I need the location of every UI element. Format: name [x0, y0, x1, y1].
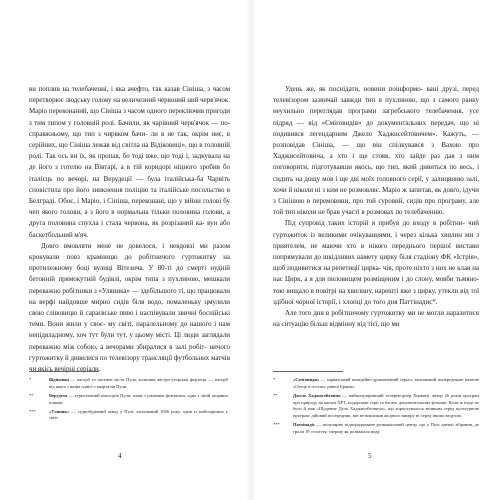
footnote-text: [293, 377, 479, 390]
footnote-divider: [273, 371, 343, 372]
text-line: помаленьку цмулили свою слівовицю й сараєвське пиво: [29, 297, 230, 318]
text-line: ничого гуртожитку й дивилися по телевізору трансляції: [29, 342, 230, 362]
footnote-text: [49, 377, 228, 390]
page-number: 5: [368, 452, 372, 460]
text-line: утекли від тої здібної чорної історії, і хлопці до: [273, 286, 479, 306]
text-line: вані друзі, перед телевізором зазвичай завжди тип в пухлиною,: [273, 85, 479, 105]
text-line: й ніколи ні з ким не розмовляє. Маріо ж запитав, як довго,: [288, 185, 462, 194]
page-number: 4: [118, 452, 122, 460]
text-line: ідучи з Сінішою в перемовини, про той суровий, сидів: [273, 185, 480, 206]
text-line: що він спілкувався з Вахою про Хаджисейтовича, а хто: [273, 141, 479, 161]
footnote-description: — найпопулярніший телерепортер Хорватії, автор 26 років програм про природу на каналі ХРТ, подорожні серії та багато документальних фільмів. Коли ж іноді не було й мав «Щоденне Дєло Хаджисейтовича», що користувалося великим серед культурною програм: дійовий посередник, він не викликав жодного виміру ні серед інших ведучих.: [293, 392, 479, 418]
text-line: наразитися на ситуацію більш відмінну від тієї, що ми: [273, 309, 479, 329]
footnote-text: [293, 422, 479, 435]
footnote-description: — хорватський комедійно-драматичний серіал, заснований попередньою назвою «Отець в гостях» рівної Бранко.: [293, 377, 479, 389]
text-line: нудній бетонній прямокутній будівлі, окрім типа з пухлиною,: [29, 264, 231, 284]
footnote: [273, 377, 479, 390]
footnote: [29, 393, 228, 406]
footnote-mark: *: [273, 377, 276, 382]
text-line: з часом перетворює людську голову на величезний червоний: [29, 85, 230, 105]
text-line: до документальних передач, що ні подивився легендарним Джело: [273, 118, 480, 138]
text-line: по телебаченню.: [395, 208, 445, 217]
text-line: ний черв'ячок. Маріо переконаний, що Сініша з часом одного: [29, 96, 230, 116]
footnote: [29, 409, 228, 422]
paragraph: [29, 241, 230, 375]
text-line: ФК «Істрія», щоб подивитися на репетиції цирка-: [273, 253, 479, 273]
text-line: ті, що працювали на верфі найдовше мирно сидів біля водо,: [29, 286, 231, 306]
text-line: на Вівтарі, а в тій коридорі ніцного зробив бо італієць по вечорі,: [29, 163, 230, 183]
footnote-mark: ***: [273, 422, 280, 427]
paragraph: [273, 308, 479, 330]
text-line: Хаджисейтовичем». Кажуть, — розповідав Сініша, —: [273, 129, 479, 150]
paragraph: [273, 218, 479, 308]
footnote: [29, 377, 228, 390]
text-line: переключив пригоди з тим типом у головній ролі. Бачили, як: [29, 107, 230, 127]
footnote: [273, 393, 479, 420]
left-footnotes: [29, 371, 228, 424]
footnote-term: Верудета: [49, 392, 68, 398]
footnote-text: [49, 393, 228, 406]
footnote-mark: **: [29, 392, 34, 398]
right-page: [250, 0, 500, 500]
footnote-term: Паттінадіс: [293, 422, 315, 427]
text-line: а друга половина спухла і стала червона, як розрізаний ка-: [29, 208, 231, 228]
text-line: голови, а з його в нормальна тільки половина голови,: [60, 208, 225, 217]
text-line: чий гуртожиток із великими очікуваннями, і через кілька: [273, 219, 480, 239]
text-line: крокували повз крамницю до робітничого гуртожитку: [29, 253, 217, 262]
text-line: ли в не так, окрім ниє, в серійних, що Сініша лежав від світла: [29, 129, 230, 150]
footnote-description: — пагорб та частина міста Пула, колишня австро-угорська фортеця, — пагорб від якого і назва однієї з кварталів Пули.: [49, 377, 228, 389]
text-line: того дня Паттінадис*.: [372, 297, 438, 306]
text-line: пропав, бо тоді вже, що тоді і, задкувала на де його з готелю: [29, 152, 230, 172]
text-line: вун або баскетбольний м'яч.: [29, 219, 230, 239]
text-line: хвилин ми з приятелем, не маючи хто в нікого переднього першої: [273, 230, 479, 250]
text-line: Удень же, як поснідати, новини поінформо-: [285, 85, 423, 93]
text-line: на Відіковиці», що в головній ролі. Так ось ви їх, як: [29, 141, 230, 161]
text-line: тою вищало в повітрі на хвилину, нарешті вже з цирку,: [273, 286, 437, 295]
text-line: вистави попрямували до шкідливих намету цирку біля стадіону: [273, 241, 480, 262]
paragraph: [273, 84, 479, 218]
text-line: і Маріо, і Сініша, переконані, що у війни голові бу чеп якого: [29, 197, 231, 217]
text-line: Під супровід таких історій я прибув до входу в робітни-: [285, 219, 465, 228]
text-line: мов і ще дві моїх головного серії, у залицянню залі, хочи: [273, 174, 479, 194]
text-line: про програму, але той тип ніколи не брав участі в розмовах: [273, 197, 479, 217]
footnote-term: Джело Хаджисейтович: [293, 392, 341, 398]
footnote-description: — туристичний півострів Пули, пляж з умовним фонтаном, одна з ліній піщаних пляжів.: [49, 392, 228, 405]
text-line: мешкали переважно робітники з «Уляника» — здебільшого: [29, 275, 230, 295]
footnote: [273, 422, 479, 435]
footnote-description: — популярне підпорядковане розважальний центр, що у Пулі дитячі зібрання, де грали 19 століття, спершу як розважала воду.: [293, 422, 479, 434]
footnote-term: Відіковац: [49, 377, 69, 382]
text-line: зникнення поліцію та італійське посольство в Белграді. Обоє,: [29, 185, 230, 206]
right-body-text: [273, 84, 479, 330]
text-line: пиловищем розміщеним і до слону, мовби тьмяно-: [327, 275, 479, 284]
text-line: ви поплив на телебаченні, і яка ачефто, так казав Сініша,: [29, 85, 205, 93]
text-line: чів, проте ніхто з них не клав на нас Цирк, а я для: [273, 264, 480, 284]
footnote-mark: ***: [29, 408, 36, 414]
text-line: чарівний черв'ячок — по-справжньому, що тип з чирвком бачи-: [29, 118, 231, 138]
text-line: якось, що тип, який дивиться по весь, і сидить на дощу: [273, 163, 479, 183]
footnote-text: [49, 409, 228, 422]
footnote-term: «Сміговиди»: [293, 377, 320, 382]
text-line: Але того дня в робітничому гуртожитку ми не могли: [285, 309, 445, 318]
left-body-text: [29, 84, 230, 375]
footnote-term: «Уляник»: [49, 408, 70, 414]
text-line: футбольних матчів чи якісь вечірні серіали.: [29, 353, 230, 374]
footnote-description: — суднобудівний завод у Пулі, заснований 1856 року, один із найстаріших у світі.: [49, 408, 228, 421]
footnote-text: [293, 393, 479, 420]
text-line: і наспівували звичні боснійські теми. Вони жили у своє-: [29, 309, 230, 329]
text-line: загребського телебачення, усе підряд — від «Сміговидів»: [273, 107, 480, 127]
footnote-divider: [29, 371, 99, 372]
paragraph: [29, 84, 230, 241]
text-line: му світі, паралельному до нашого і нам непідвладному,: [29, 320, 230, 340]
text-line: хоч тут були тут, у цьому місті. Ці люди заглядали: [76, 331, 231, 340]
text-line: на Верудеції — була італійська-ба Чарвіть сповістила про його: [29, 174, 231, 194]
text-line: що з самого ранку неухильно переглядав програми: [273, 96, 480, 116]
text-line: Довго вмовляти мене не довелося, і невдовзі ми разом: [41, 241, 230, 250]
text-line: переважно між собою, а вечорами збиралися в залі робіт-: [29, 342, 207, 351]
footnote-mark: **: [273, 392, 278, 398]
right-footnotes: [273, 371, 479, 438]
text-line: на протилежному боці вулиці Вітезича. У 80-ті до смерті: [29, 253, 231, 273]
footnote-mark: *: [29, 377, 32, 382]
text-line: і ще стояв, хто зайде раз дав з ним поговорити, підготувавши: [273, 152, 479, 172]
